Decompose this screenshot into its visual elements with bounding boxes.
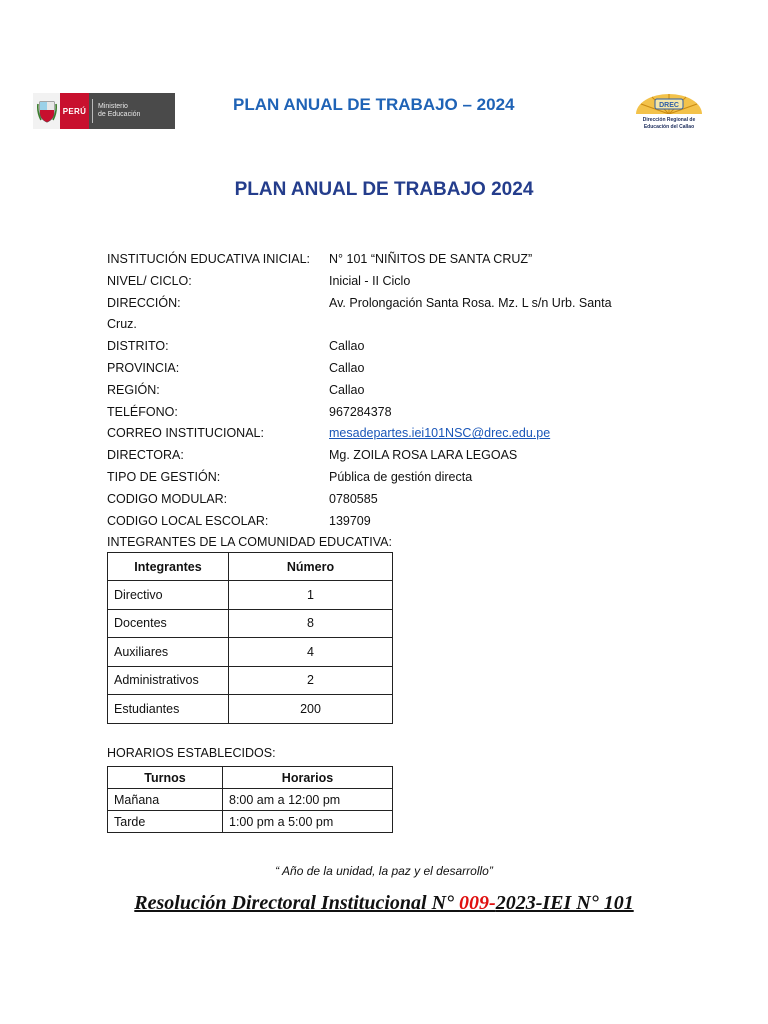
- info-row: [107, 489, 667, 511]
- info-row: [107, 293, 667, 315]
- table-cell: 1: [229, 581, 393, 610]
- schedule-table: [107, 766, 393, 833]
- info-row: [107, 402, 667, 424]
- table-header-row: [108, 553, 393, 581]
- info-label: CODIGO MODULAR:: [107, 491, 228, 506]
- table-cell: 200: [229, 695, 393, 724]
- drec-logo: [628, 92, 710, 132]
- resolution-heading: [0, 892, 768, 915]
- info-row: [107, 314, 667, 336]
- table-header: Número: [229, 553, 393, 581]
- info-row: [107, 532, 667, 554]
- table-header: Turnos: [108, 767, 223, 789]
- table-header: Horarios: [223, 767, 393, 789]
- info-value: N° 101 “NIÑITOS DE SANTA CRUZ”: [329, 252, 533, 266]
- table-row: [108, 811, 393, 833]
- info-value: Av. Prolongación Santa Rosa. Mz. L s/n Urb. Santa: [329, 295, 612, 310]
- info-value: Callao: [329, 382, 365, 397]
- table-cell: Administrativos: [108, 666, 229, 695]
- info-label: DIRECCIÓN:: [107, 295, 181, 310]
- institution-info: [107, 249, 667, 554]
- info-row: [107, 249, 667, 271]
- info-label: CODIGO LOCAL ESCOLAR:: [107, 513, 269, 528]
- table-cell: 4: [229, 638, 393, 667]
- info-row: [107, 358, 667, 380]
- info-row: [107, 467, 667, 489]
- info-value: 139709: [329, 513, 371, 528]
- drec-line-1: Dirección Regional de: [642, 117, 696, 123]
- info-row: [107, 380, 667, 402]
- info-label: DIRECTORA:: [107, 448, 184, 463]
- info-value: Mg. ZOILA ROSA LARA LEGOAS: [329, 448, 518, 463]
- resolution-prefix: Resolución Directoral Institucional N°: [134, 892, 460, 914]
- info-label: INSTITUCIÓN EDUCATIVA INICIAL:: [107, 252, 311, 266]
- info-label: PROVINCIA:: [107, 360, 180, 375]
- minedu-logo: [33, 93, 175, 129]
- info-row: [107, 511, 667, 533]
- table-cell: 1:00 pm a 5:00 pm: [223, 811, 393, 833]
- table-cell: Auxiliares: [108, 638, 229, 667]
- info-value: Callao: [329, 360, 365, 375]
- table-row: [108, 789, 393, 811]
- info-value: 967284378: [329, 404, 392, 419]
- ministry-label: [96, 93, 140, 129]
- table-header-row: [108, 767, 393, 789]
- info-label: TIPO DE GESTIÓN:: [107, 469, 221, 484]
- schedule-label: HORARIOS ESTABLECIDOS:: [107, 746, 276, 760]
- table-header: Integrantes: [108, 553, 229, 581]
- table-row: [108, 695, 393, 724]
- header-title: PLAN ANUAL DE TRABAJO – 2024: [233, 95, 515, 114]
- table-cell: Docentes: [108, 609, 229, 638]
- info-value: 0780585: [329, 491, 378, 506]
- resolution-suffix: 2023-IEI N° 101: [495, 892, 634, 914]
- info-value: Pública de gestión directa: [329, 469, 473, 484]
- coat-of-arms-icon: [33, 93, 60, 129]
- table-cell: 2: [229, 666, 393, 695]
- table-cell: Directivo: [108, 581, 229, 610]
- page-title: PLAN ANUAL DE TRABAJO 2024: [234, 179, 534, 200]
- info-row: [107, 445, 667, 467]
- peru-label: PERÚ: [60, 93, 89, 129]
- info-value: [329, 314, 667, 336]
- drec-acronym: DREC: [659, 102, 679, 109]
- table-cell: Tarde: [108, 811, 223, 833]
- table-cell: Mañana: [108, 789, 223, 811]
- info-row: [107, 271, 667, 293]
- info-label: DISTRITO:: [107, 339, 169, 354]
- table-cell: Estudiantes: [108, 695, 229, 724]
- table-cell: 8: [229, 609, 393, 638]
- info-label: TELÉFONO:: [107, 404, 178, 419]
- info-label: NIVEL/ CICLO:: [107, 273, 192, 288]
- info-label: Cruz.: [107, 317, 137, 332]
- members-table: [107, 552, 393, 724]
- email-link[interactable]: mesadepartes.iei101NSC@drec.edu.pe: [329, 426, 551, 441]
- logo-divider: [92, 99, 93, 123]
- info-label: REGIÓN:: [107, 382, 160, 397]
- table-row: [108, 609, 393, 638]
- info-label: INTEGRANTES DE LA COMUNIDAD EDUCATIVA:: [107, 535, 392, 550]
- info-row: [107, 423, 667, 445]
- ministry-line-2: de Educación: [98, 111, 141, 118]
- ministry-line-1: Ministerio: [98, 103, 128, 110]
- info-value: Inicial - II Ciclo: [329, 273, 411, 288]
- info-value: Callao: [329, 339, 365, 354]
- table-row: [108, 581, 393, 610]
- year-motto: “ Año de la unidad, la paz y el desarrollo”: [275, 864, 493, 878]
- drec-line-2: Educación del Callao: [643, 124, 695, 130]
- info-label: CORREO INSTITUCIONAL:: [107, 426, 264, 441]
- table-cell: 8:00 am a 12:00 pm: [223, 789, 393, 811]
- resolution-number: 009-: [459, 892, 496, 914]
- info-row: [107, 336, 667, 358]
- table-row: [108, 638, 393, 667]
- table-row: [108, 666, 393, 695]
